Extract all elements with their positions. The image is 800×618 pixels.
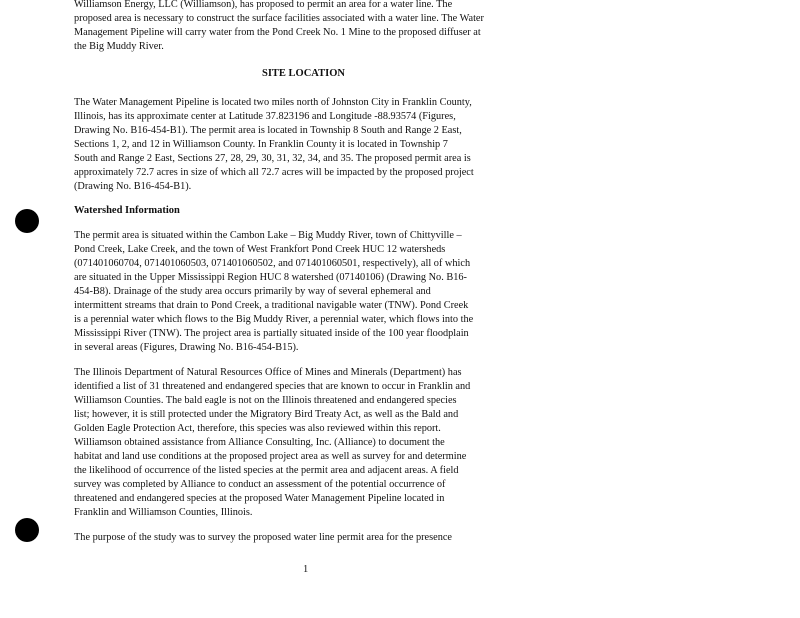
watershed-line: 454-B8). Drainage of the study area occurs primarily by way of several ephemeral and [74, 286, 431, 297]
watershed-line: Mississippi River (TNW). The project area is partially situated inside of the 100 year floodplain [74, 328, 469, 339]
site-location-line: approximately 72.7 acres in size of which all 72.7 acres will be impacted by the proposed project [74, 167, 474, 178]
intro-line: the Big Muddy River. [74, 41, 164, 52]
species-line: Williamson obtained assistance from Alliance Consulting, Inc. (Alliance) to document the [74, 437, 445, 448]
site-location-line: The Water Management Pipeline is located two miles north of Johnston City in Franklin County, [74, 97, 472, 108]
binder-hole-top [15, 209, 39, 233]
site-location-line: South and Range 2 East, Sections 27, 28, 29, 30, 31, 32, 34, and 35. The proposed permit area is [74, 153, 471, 164]
intro-line: Williamson Energy, LLC (Williamson), has proposed to permit an area for a water line. The [74, 0, 453, 10]
species-line: Golden Eagle Protection Act, therefore, this species was also reviewed within this report. [74, 423, 441, 434]
site-location-line: Illinois, has its approximate center at Latitude 37.823196 and Longitude -88.93574 (Figures, [74, 111, 456, 122]
binder-hole-bottom [15, 518, 39, 542]
site-location-line: Sections 1, 2, and 12 in Williamson County. In Franklin County it is located in Township 7 [74, 139, 448, 150]
watershed-line: Pond Creek, Lake Creek, and the town of West Frankfort Pond Creek HUC 12 watersheds [74, 244, 446, 255]
species-line: Williamson Counties. The bald eagle is not on the Illinois threatened and endangered species [74, 395, 457, 406]
intro-line: Management Pipeline will carry water from the Pond Creek No. 1 Mine to the proposed diffuser at [74, 27, 481, 38]
watershed-heading: Watershed Information [74, 205, 180, 216]
species-line: habitat and land use conditions at the proposed project area as well as survey for and determine [74, 451, 467, 462]
site-location-line: Drawing No. B16-454-B1). The permit area is located in Township 8 South and Range 2 East, [74, 125, 462, 136]
site-location-line: (Drawing No. B16-454-B1). [74, 181, 192, 192]
watershed-line: The permit area is situated within the Cambon Lake – Big Muddy River, town of Chittyville – [74, 230, 462, 241]
watershed-line: (071401060704, 071401060503, 071401060502, and 071401060501, respectively), all of which [74, 258, 471, 269]
watershed-line: intermittent streams that drain to Pond Creek, a traditional navigable water (TNW). Pond Creek [74, 300, 469, 311]
species-line: threatened and endangered species at the proposed Water Management Pipeline located in [74, 493, 445, 504]
watershed-line: in several areas (Figures, Drawing No. B16-454-B15). [74, 342, 299, 353]
species-line: Franklin and Williamson Counties, Illinois. [74, 507, 253, 518]
intro-line: proposed area is necessary to construct the surface facilities associated with a water line. The Water [74, 13, 484, 24]
watershed-line: is a perennial water which flows to the Big Muddy River, a perennial water, which flows into the [74, 314, 474, 325]
species-line: list; however, it is still protected under the Migratory Bird Treaty Act, as well as the Bald and [74, 409, 459, 420]
page-number: 1 [303, 564, 309, 575]
purpose-line: The purpose of the study was to survey the proposed water line permit area for the presence [74, 532, 452, 543]
species-line: The Illinois Department of Natural Resources Office of Mines and Minerals (Department) has [74, 367, 462, 378]
species-line: survey was completed by Alliance to conduct an assessment of the potential occurrence of [74, 479, 446, 490]
species-line: identified a list of 31 threatened and endangered species that are known to occur in Franklin and [74, 381, 471, 392]
watershed-line: are situated in the Upper Mississippi Region HUC 8 watershed (07140106) (Drawing No. B16- [74, 272, 467, 283]
species-line: the likelihood of occurrence of the listed species at the permit area and adjacent areas. A field [74, 465, 459, 476]
site-location-heading: SITE LOCATION [262, 68, 345, 79]
